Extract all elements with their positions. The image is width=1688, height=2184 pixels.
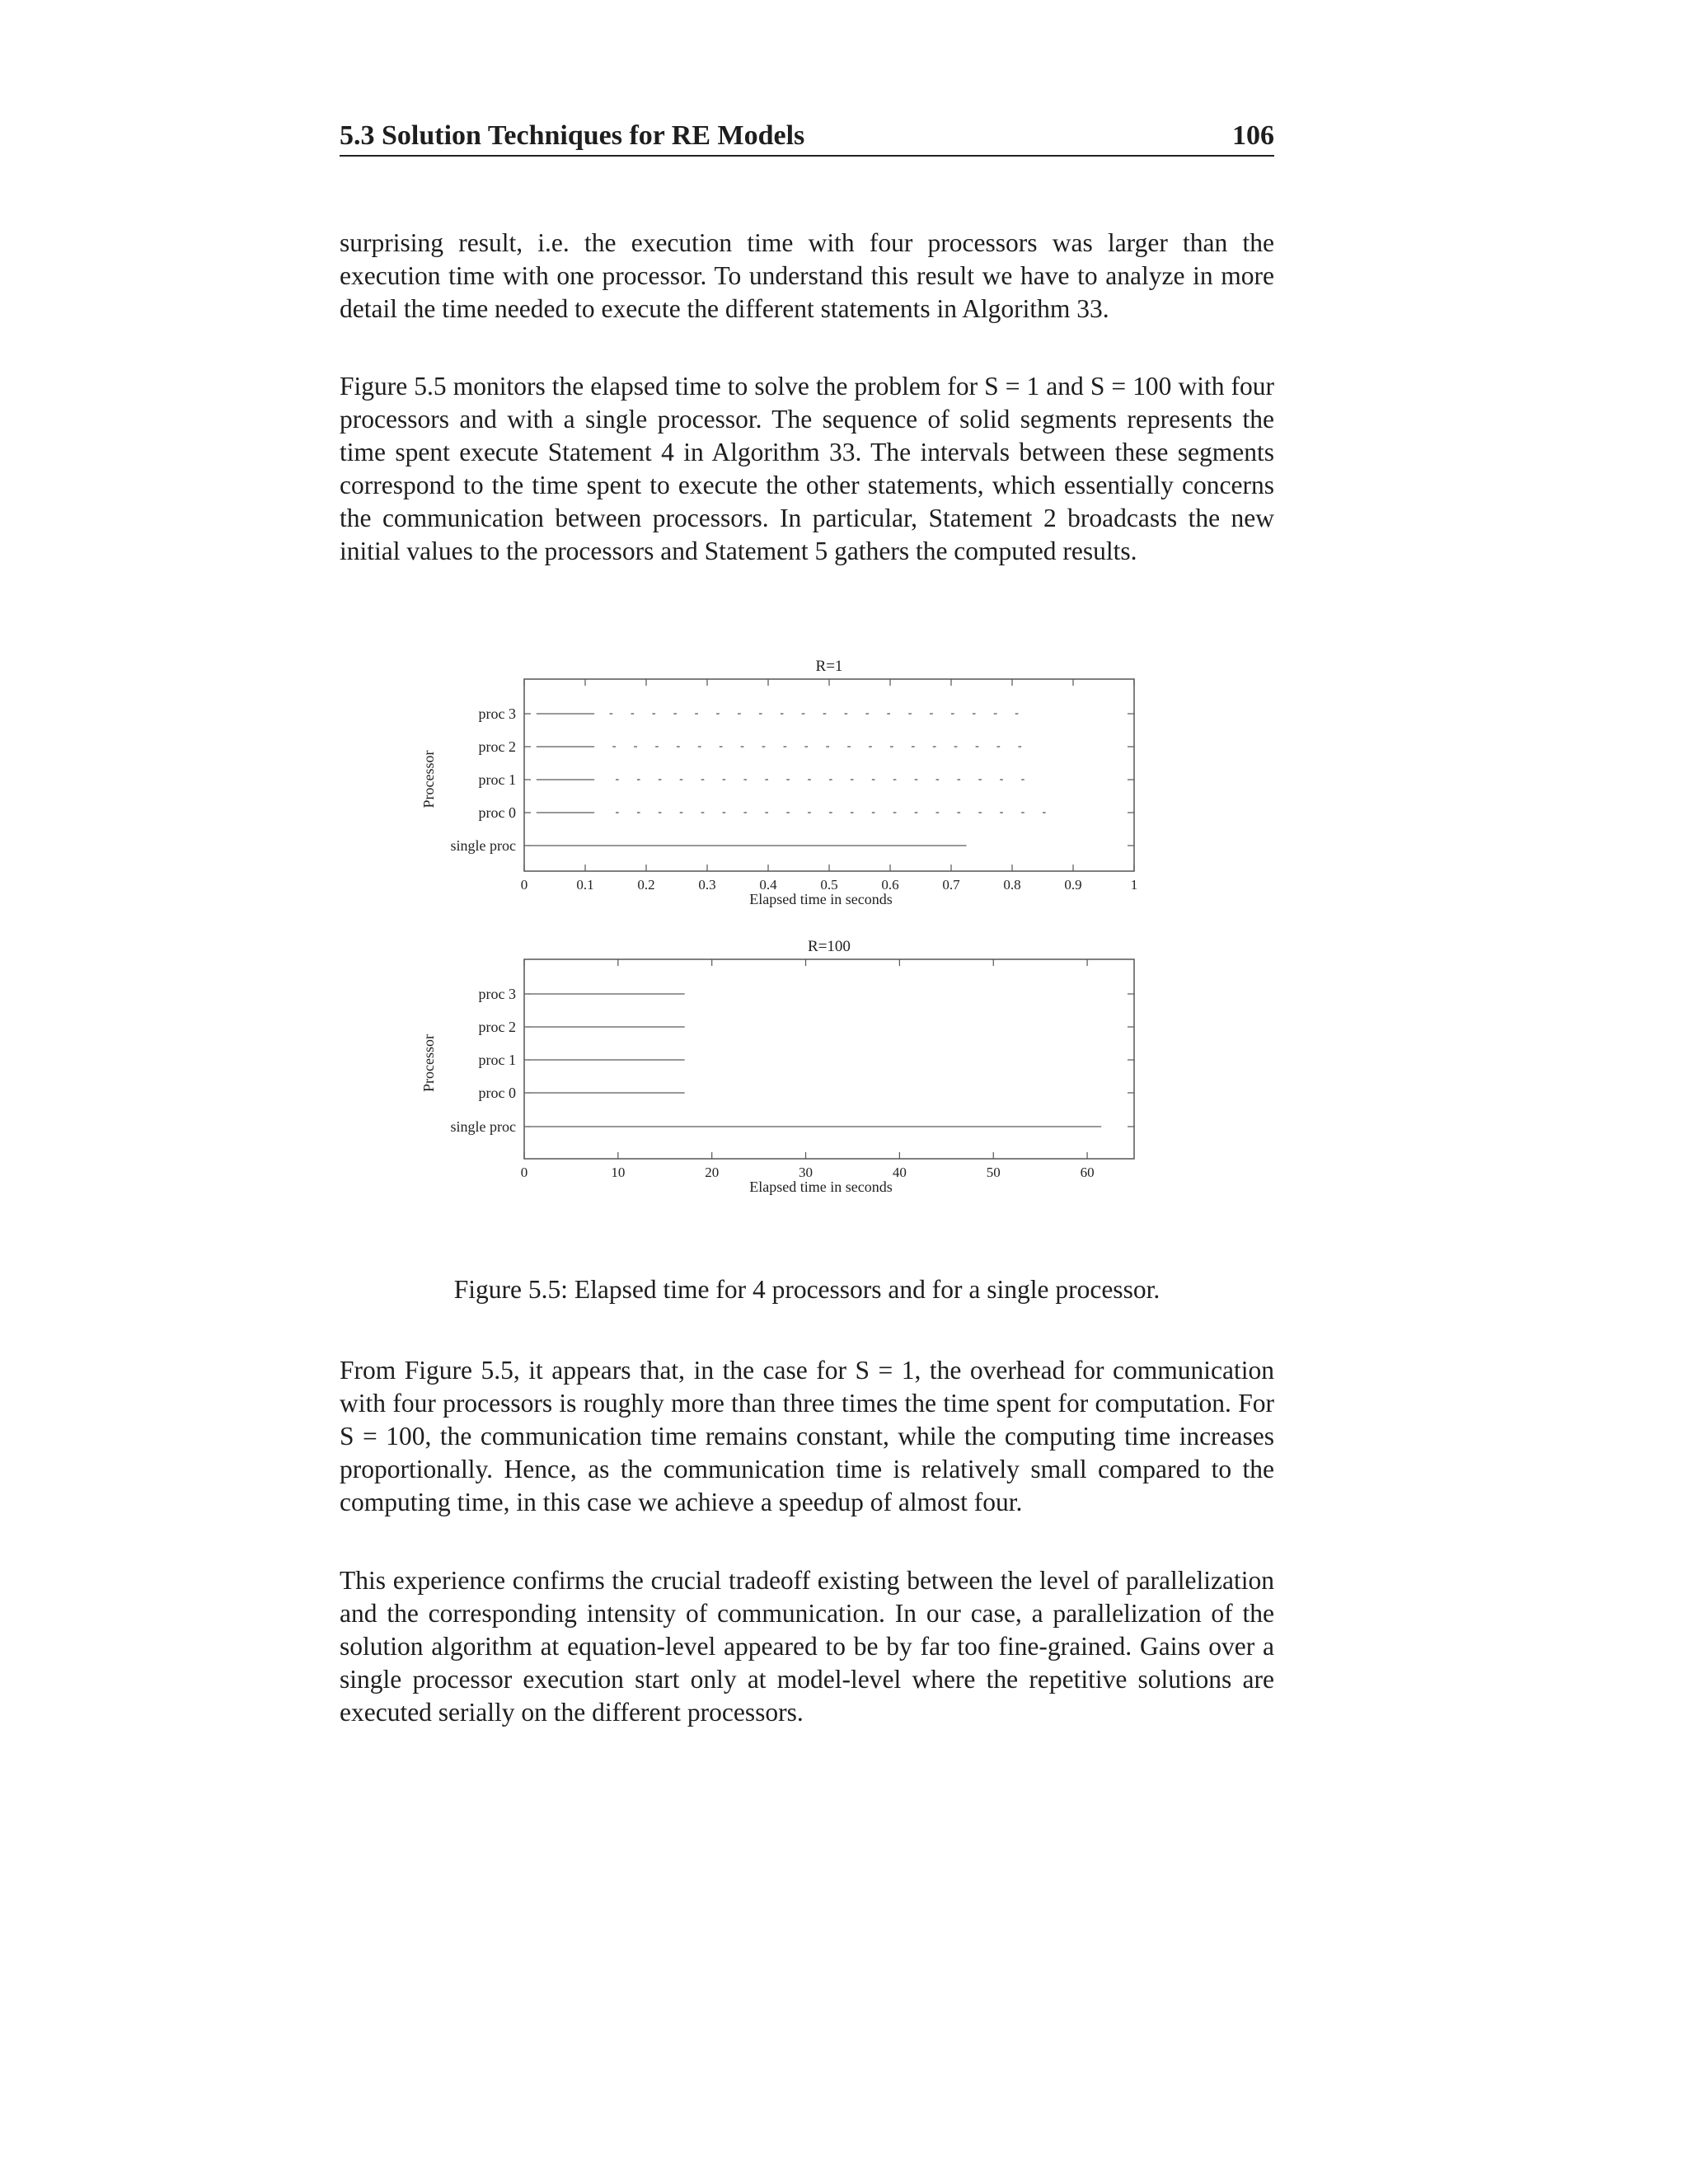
x-tick-label: 1	[1130, 877, 1138, 893]
row-label: proc 2	[478, 738, 516, 755]
x-tick-label: 10	[611, 1165, 626, 1180]
row-label: proc 2	[478, 1019, 516, 1035]
x-tick-label: 50	[986, 1165, 1001, 1180]
plot-frame	[524, 679, 1134, 871]
page-number: 106	[1232, 120, 1274, 151]
x-tick-label: 0.8	[1003, 877, 1021, 893]
paragraph-3: From Figure 5.5, it appears that, in the case for S = 1, the overhead for communication with four processors is roughly more than three times the time spent for computation. For S = 100, the communication time remains constant, while the computing time increases proportionally. Hence, as the communication time is relatively small compared to the computing time, in this case we achieve a speedup of almost four.	[340, 1356, 1274, 1516]
x-axis-label: Elapsed time in seconds	[749, 891, 893, 907]
x-tick-label: 30	[799, 1165, 814, 1180]
row-label: proc 3	[478, 705, 516, 722]
x-tick-label: 0	[520, 877, 528, 893]
x-tick-label: 60	[1080, 1165, 1095, 1180]
plot-frame	[524, 959, 1134, 1159]
row-label: proc 1	[478, 771, 516, 788]
section-title: 5.3 Solution Techniques for RE Models	[340, 120, 805, 151]
x-tick-label: 20	[705, 1165, 720, 1180]
chart-title: R=100	[808, 938, 851, 955]
x-tick-label: 0.1	[576, 877, 594, 893]
row-label: single proc	[450, 1118, 516, 1135]
x-tick-label: 0.9	[1064, 877, 1082, 893]
paragraph-4: This experience confirms the crucial tradeoff existing between the level of parallelization and the corresponding intensity of communication. In our case, a parallelization of the solution algorithm at equation-level appeared to be by far too fine-grained. Gains over a single processor execution start only at model-level where the repetitive solutions are executed serially on the different processors.	[340, 1566, 1274, 1727]
row-label: proc 1	[478, 1052, 516, 1068]
x-tick-label: 0.7	[942, 877, 960, 893]
x-tick-label: 0.3	[698, 877, 716, 893]
running-head	[340, 117, 1274, 157]
x-tick-label: 0.6	[881, 877, 899, 893]
row-label: proc 0	[478, 1085, 516, 1101]
row-label: proc 0	[478, 804, 516, 821]
x-axis-label: Elapsed time in seconds	[749, 1179, 893, 1195]
row-label: proc 3	[478, 986, 516, 1002]
chart-r1	[420, 658, 1137, 907]
x-tick-label: 0.2	[637, 877, 655, 893]
y-axis-label: Processor	[420, 750, 437, 808]
x-tick-label: 0.4	[759, 877, 777, 893]
paragraph-1: surprising result, i.e. the execution time with four processors was larger than the execution time with one processor. To understand this result we have to analyze in more detail the time needed to execute the different statements in Algorithm 33.	[340, 228, 1274, 323]
x-tick-label: 40	[892, 1165, 907, 1180]
y-axis-label: Processor	[420, 1034, 437, 1092]
paragraph-2: Figure 5.5 monitors the elapsed time to solve the problem for S = 1 and S = 100 with four processors and with a single processor. The sequence of solid segments represents the time spent execute Statement 4 in Algorithm 33. The intervals between these segments correspond to the time spent to execute the other statements, which essentially concerns the communication between processors. In particular, Statement 2 broadcasts the new initial values to the processors and Statement 5 gathers the computed results.	[340, 372, 1274, 565]
figure-caption: Figure 5.5: Elapsed time for 4 processors and for a single processor.	[453, 1275, 1160, 1304]
x-tick-label: 0	[520, 1165, 528, 1180]
chart-title: R=1	[815, 658, 843, 675]
row-label: single proc	[450, 837, 516, 854]
chart-r100	[420, 938, 1134, 1195]
x-tick-label: 0.5	[820, 877, 838, 893]
